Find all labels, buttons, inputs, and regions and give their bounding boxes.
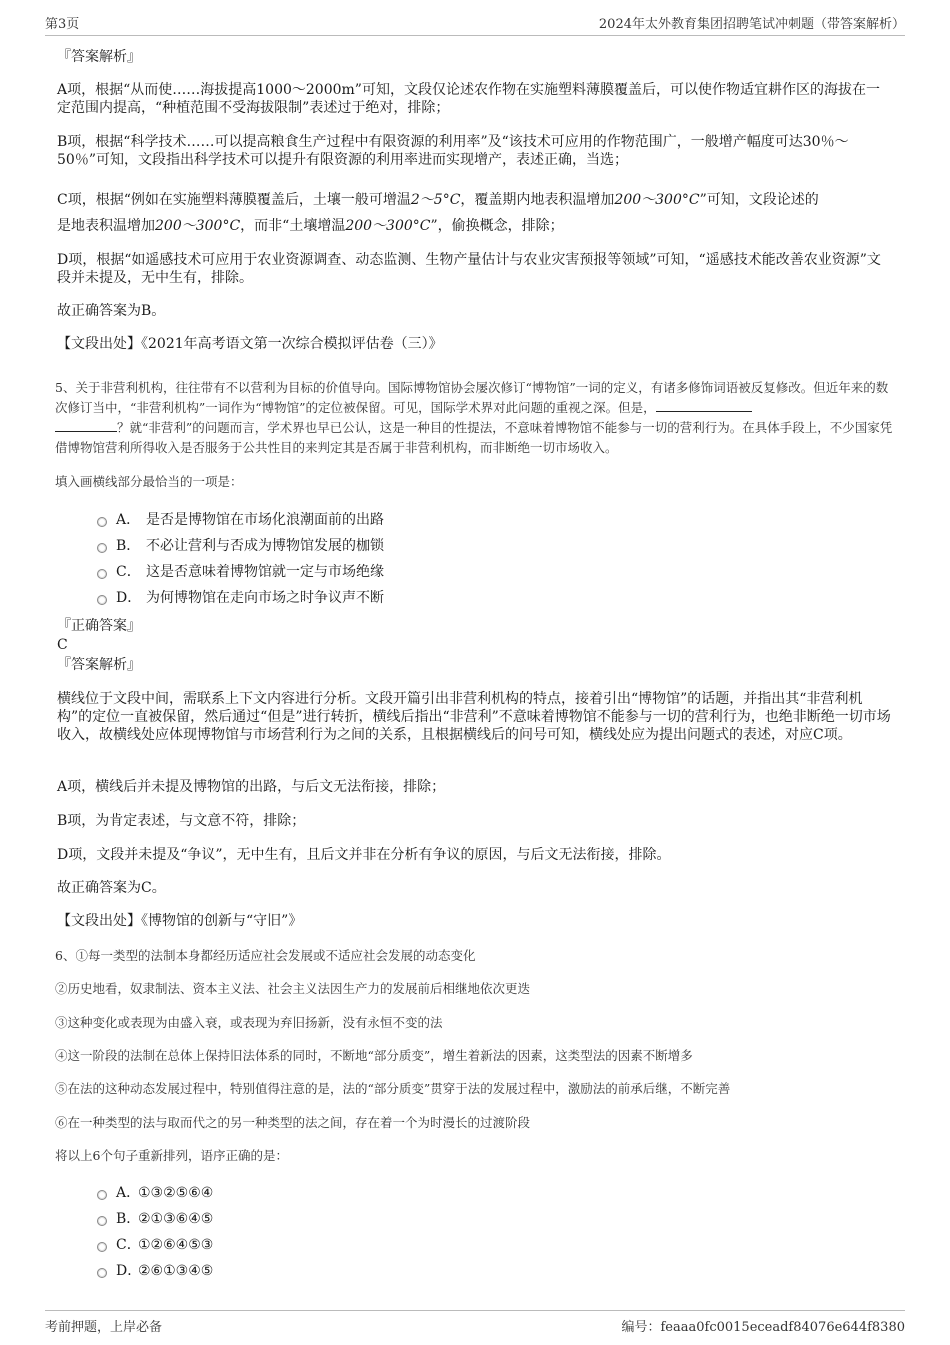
page-footer — [45, 1310, 905, 1335]
q5-option-a[interactable]: A． 是否是博物馆在市场化浪潮面前的出路 — [97, 511, 384, 529]
q6-option-c[interactable]: C． ①②⑥④⑤③ — [97, 1236, 213, 1254]
answer-blank — [55, 419, 117, 432]
q5-analysis-heading: 『答案解析』 — [57, 657, 141, 673]
q5-option-b[interactable]: B． 不必让营利与否成为博物馆发展的枷锁 — [97, 537, 384, 555]
q6-sentence-1: 6、①每一类型的法制本身都经历适应社会发展或不适应社会发展的动态变化 — [55, 948, 476, 963]
document-id: 编号：feaaa0fc0015eceadf84076e644f8380 — [621, 1320, 905, 1335]
q6-sentence-2: ②历史地看，奴隶制法、资本主义法、社会主义法因生产力的发展前后相继地依次更迭 — [55, 981, 531, 996]
answer-blank — [656, 399, 752, 412]
q4-analysis-b: B项，根据“科学技术……可以提高粮食生产过程中有限资源的利用率”及“该技术可应用的作物范围广，一般增产幅度可达30％～50％”可知，文段指出科学技术可以提升有限资源的利用率进而实现增产，表述正确，当选； — [57, 134, 849, 168]
page-header — [45, 10, 905, 36]
q5-option-c[interactable]: C． 这是否意味着博物馆就一定与市场绝缘 — [97, 563, 384, 581]
q5-source: 【文段出处】《博物馆的创新与“守旧”》 — [57, 913, 303, 929]
q5-stem: 5、关于非营利机构，往往带有不以营利为目标的价值导向。国际博物馆协会屡次修订“博物馆”一词的定义，有诸多修饰词语被反复修改。但近年来的数次修订当中，“非营利机构”一词作为“博物馆”的定位被保留。可见，国际学术界对此问题的重视之深。但是， ？就“非营利”的问题而言，学术界也早已公认，这是一种目的性提法，不意味着博物馆不能参与一切的营利行为。在具体手段上，不少国家凭借博物馆营利所得收入是否服务于公共性目的来判定其是否属于非营利机构，而非断绝一切市场收入。 — [55, 380, 893, 455]
radio-icon[interactable] — [97, 517, 107, 527]
q5-analysis-a: A项，横线后并未提及博物馆的出路，与后文无法衔接，排除； — [57, 779, 446, 795]
radio-icon[interactable] — [97, 595, 107, 605]
document-title: 2024年太外教育集团招聘笔试冲刺题（带答案解析） — [598, 17, 905, 32]
q6-sentence-4: ④这一阶段的法制在总体上保持旧法体系的同时，不断地“部分质变”，增生着新法的因素，这类型法的因素不断增多 — [55, 1048, 693, 1063]
q6-option-b[interactable]: B． ②①③⑥④⑤ — [97, 1210, 213, 1228]
q6-option-d[interactable]: D． ②⑥①③④⑤ — [97, 1262, 213, 1280]
q6-option-a[interactable]: A． ①③②⑤⑥④ — [97, 1184, 213, 1202]
q5-analysis-d: D项，文段并未提及“争议”，无中生有，且后文并非在分析有争议的原因，与后文无法衔接，排除。 — [57, 847, 671, 863]
radio-icon[interactable] — [97, 1190, 107, 1200]
q4-analysis-a: A项，根据“从而使……海拔提高1000～2000m”可知，文段仅论述农作物在实施塑料薄膜覆盖后，可以使作物适宜耕作区的海拔在一定范围内提高，“种植范围不受海拔限制”表述过于绝对，排除； — [57, 82, 880, 116]
page-number: 第3页 — [45, 17, 80, 32]
q4-analysis-d: D项，根据“如遥感技术可应用于农业资源调查、动态监测、生物产量估计与农业灾害预报等领域”可知，“遥感技术能改善农业资源”文段并未提及，无中生有，排除。 — [57, 252, 881, 286]
q4-conclusion: 故正确答案为B。 — [57, 303, 166, 319]
q4-source: 【文段出处】《2021年高考语文第一次综合模拟评估卷（三）》 — [57, 336, 443, 352]
q6-sentence-5: ⑤在法的这种动态发展过程中，特别值得注意的是，法的“部分质变”贯穿于法的发展过程中，激励法的前承后继，不断完善 — [55, 1081, 731, 1096]
q5-analysis-b: B项，为肯定表述，与文意不符，排除； — [57, 813, 306, 829]
q5-analysis: 横线位于文段中间，需联系上下文内容进行分析。文段开篇引出非营利机构的特点，接着引出“博物馆”的话题，并指出其“非营利机构”的定位一直被保留，然后通过“但是”进行转折，横线后指出“非营利”不意味着博物馆不能参与一切的营利行为，也绝非断绝一切市场收入，故横线处应体现博物馆与市场营利行为之间的关系，且根据横线后的问号可知，横线处应为提出问题式的表述，对应C项。 — [57, 691, 891, 743]
radio-icon[interactable] — [97, 543, 107, 553]
radio-icon[interactable] — [97, 1242, 107, 1252]
q5-answer: C — [57, 637, 68, 653]
footer-slogan: 考前押题，上岸必备 — [45, 1320, 163, 1335]
q4-analysis-c: C项，根据“例如在实施塑料薄膜覆盖后，土壤一般可增温2～5°C，覆盖期内地表积温增加200～300°C”可知，文段论述的 是地表积温增加200～300°C，而非“土壤增温200～300°C”，偷换概念，排除； — [57, 192, 819, 234]
q6-sentence-6: ⑥在一种类型的法与取而代之的另一种类型的法之间，存在着一个为时漫长的过渡阶段 — [55, 1115, 531, 1130]
radio-icon[interactable] — [97, 569, 107, 579]
q5-option-d[interactable]: D． 为何博物馆在走向市场之时争议声不断 — [97, 589, 384, 607]
math-expression: 2～5°C — [410, 192, 461, 208]
q5-answer-heading: 『正确答案』 — [57, 618, 141, 634]
radio-icon[interactable] — [97, 1268, 107, 1278]
q4-analysis-heading: 『答案解析』 — [57, 49, 141, 65]
q6-prompt: 将以上6个句子重新排列，语序正确的是： — [55, 1148, 288, 1163]
math-expression: 200～300°C — [614, 192, 700, 208]
math-expression: 200～300°C — [345, 218, 431, 234]
q6-sentence-3: ③这种变化或表现为由盛入衰，或表现为弃旧扬新，没有永恒不变的法 — [55, 1015, 443, 1030]
math-expression: 200～300°C — [155, 218, 241, 234]
q5-conclusion: 故正确答案为C。 — [57, 880, 166, 896]
q5-prompt: 填入画横线部分最恰当的一项是： — [55, 474, 243, 489]
radio-icon[interactable] — [97, 1216, 107, 1226]
